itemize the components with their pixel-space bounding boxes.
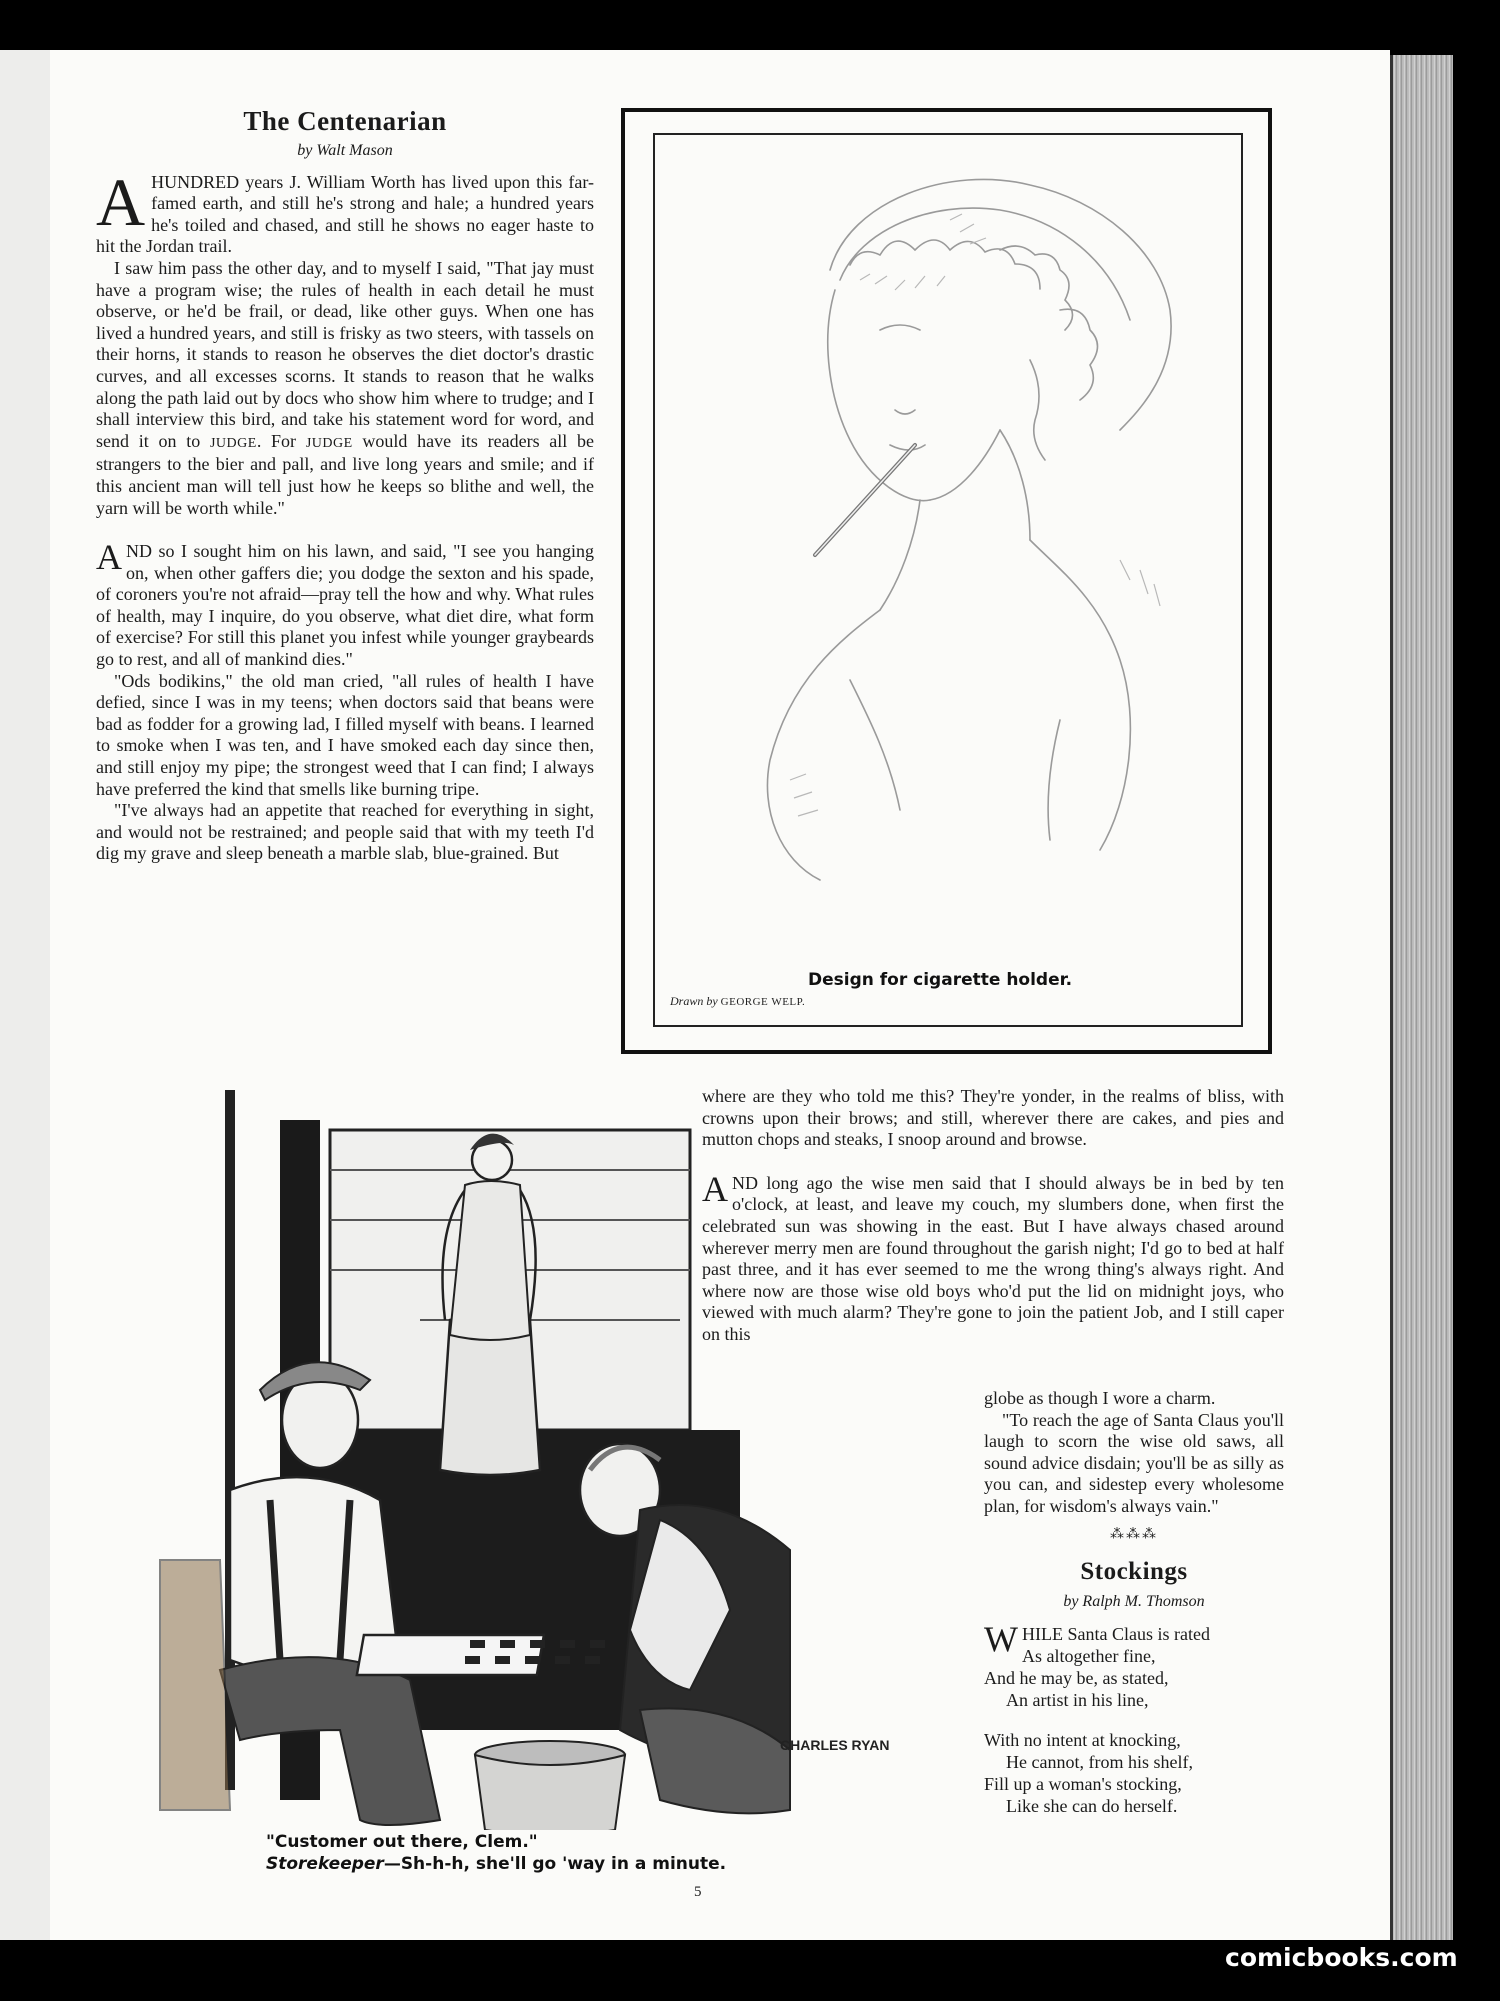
article-paragraph-2: I saw him pass the other day, and to myself I said, "That jay must have a program wise; the rules of health in each detail he must observe, or he'd be frail, or dead, like other guys. When one has lived a hundred years, and still is frisky as two steers, with tassels on their horns, it stands to reason he observes the diet doctor's drastic curves, and all excesses scorns. It stands to reason that he walks along the path laid out by docs who show him where to trudge; and I shall interview this bird, and take his statement word for word, and send it on to JUDGE. For JUDGE would have its readers all be strangers to the bier and pall, and live long years and smile; and if this ancient man will tell just how he keeps so blithe and well, the yarn will be worth while." — [96, 257, 595, 518]
cartoon-caption-line-2: Storekeeper—Sh-h-h, she'll go 'way in a minute. — [266, 1854, 727, 1874]
section-ornament: ⁂⁂⁂ — [1110, 1526, 1158, 1542]
poem-line: An artist in his line, — [1006, 1689, 1149, 1710]
drop-cap: A — [96, 537, 122, 578]
drop-cap: A — [96, 163, 146, 240]
article-paragraph-4: "Ods bodikins," the old man cried, "all rules of health I have defied, since I was in my teens; when doctors said that beans were bad as fodder for a growing lad, I filled myself with beans. I learned to smoke when I was ten, and I have smoked each day since then, and still enjoy my pipe; the strongest weed that I can find; I always have preferred the kind that smells like burning tripe. — [96, 670, 594, 799]
article-paragraph-6: where are they who told me this? They're yonder, in the realms of bliss, with crowns upon their brows; and still, wherever there are cakes, and pies and mutton chops and steaks, I snoop around and browse. — [702, 1086, 1284, 1150]
article-paragraph-3: AND so I sought him on his lawn, and said, "I see you hanging on, when other gaffers die; you dodge the sexton and his spade, of coroners you're not afraid—pray tell the how and why. What rules of health, may I inquire, do you observe, what diet dire, what form of exercise? For still this planet you infest while younger graybeards go to rest, and all of mankind dies." — [96, 537, 594, 670]
poem-stanza-2 — [984, 1729, 1284, 1817]
article-paragraph-7: AND long ago the wise men said that I should always be in bed by ten o'clock, at least, and leave my couch, my slumbers done, when first the celebrated sun was showing in the east. But I have always chased around wherever merry men are found throughout the garish night; I'd go to bed at half past three, and it has ever seemed to me the wrong thing's always right. And where now are those wise old boys who'd put the lid on midnight joys, who viewed with much alarm? They're gone to join the patient Job, and I still caper on this — [702, 1168, 1284, 1344]
article-paragraph-1: AHUNDRED years J. William Worth has lived upon this far-famed earth, and still he's strong and hale; a hundred years he's toiled and chased, and still he shows no eager haste to hit the Jordan trail. — [96, 163, 594, 257]
article-ending-column — [984, 1388, 1284, 1817]
drop-cap: A — [702, 1168, 728, 1209]
illustration-caption: Design for cigarette holder. — [808, 970, 1073, 990]
artist-signature: CHARLES RYAN — [780, 1737, 890, 1753]
article-paragraph-8: globe as though I wore a charm. — [984, 1388, 1216, 1408]
poem-line: With no intent at knocking, — [984, 1729, 1181, 1750]
poem-line: Like she can do herself. — [1006, 1795, 1178, 1816]
article-paragraph-5: "I've always had an appetite that reached for everything in sight, and would not be restrained; and people said that with my teeth I'd dig my grave and sleep beneath a marble slab, blue-grained. But — [96, 800, 594, 864]
cigarette-holder-drawing — [700, 160, 1200, 960]
poem-line: As altogether fine, — [1021, 1645, 1156, 1666]
poem-byline: by Ralph M. Thomson — [1063, 1593, 1205, 1611]
drop-cap: W — [984, 1618, 1018, 1659]
poem-title: Stockings — [1080, 1558, 1188, 1586]
cartoon-caption-line-1: "Customer out there, Clem." — [266, 1832, 538, 1852]
watermark: comicbooks.com — [1225, 1943, 1458, 1972]
article-right-column — [702, 1086, 1284, 1346]
page-number: 5 — [694, 1884, 702, 1900]
poem-line: And he may be, as stated, — [984, 1667, 1169, 1688]
article-byline: by Walt Mason — [297, 142, 393, 159]
facing-page-edge — [0, 50, 52, 1940]
book-page-edges — [1390, 55, 1453, 1940]
illustration-credit: Drawn by GEORGE WELP. — [670, 994, 806, 1008]
article-left-column — [96, 106, 594, 865]
poem-line: Fill up a woman's stocking, — [984, 1773, 1182, 1794]
poem-stanza-1 — [984, 1618, 1284, 1711]
poem-line: He cannot, from his shelf, — [1006, 1751, 1193, 1772]
poem-line: WHILE Santa Claus is rated — [984, 1618, 1210, 1659]
article-title: The Centenarian — [243, 106, 447, 136]
article-paragraph-9: "To reach the age of Santa Claus you'll laugh to scorn the wise old saws, all sound advice disdain; you'll be as silly as you can, and sidestep every wholesome plan, for wisdom's always vain." — [984, 1409, 1284, 1516]
